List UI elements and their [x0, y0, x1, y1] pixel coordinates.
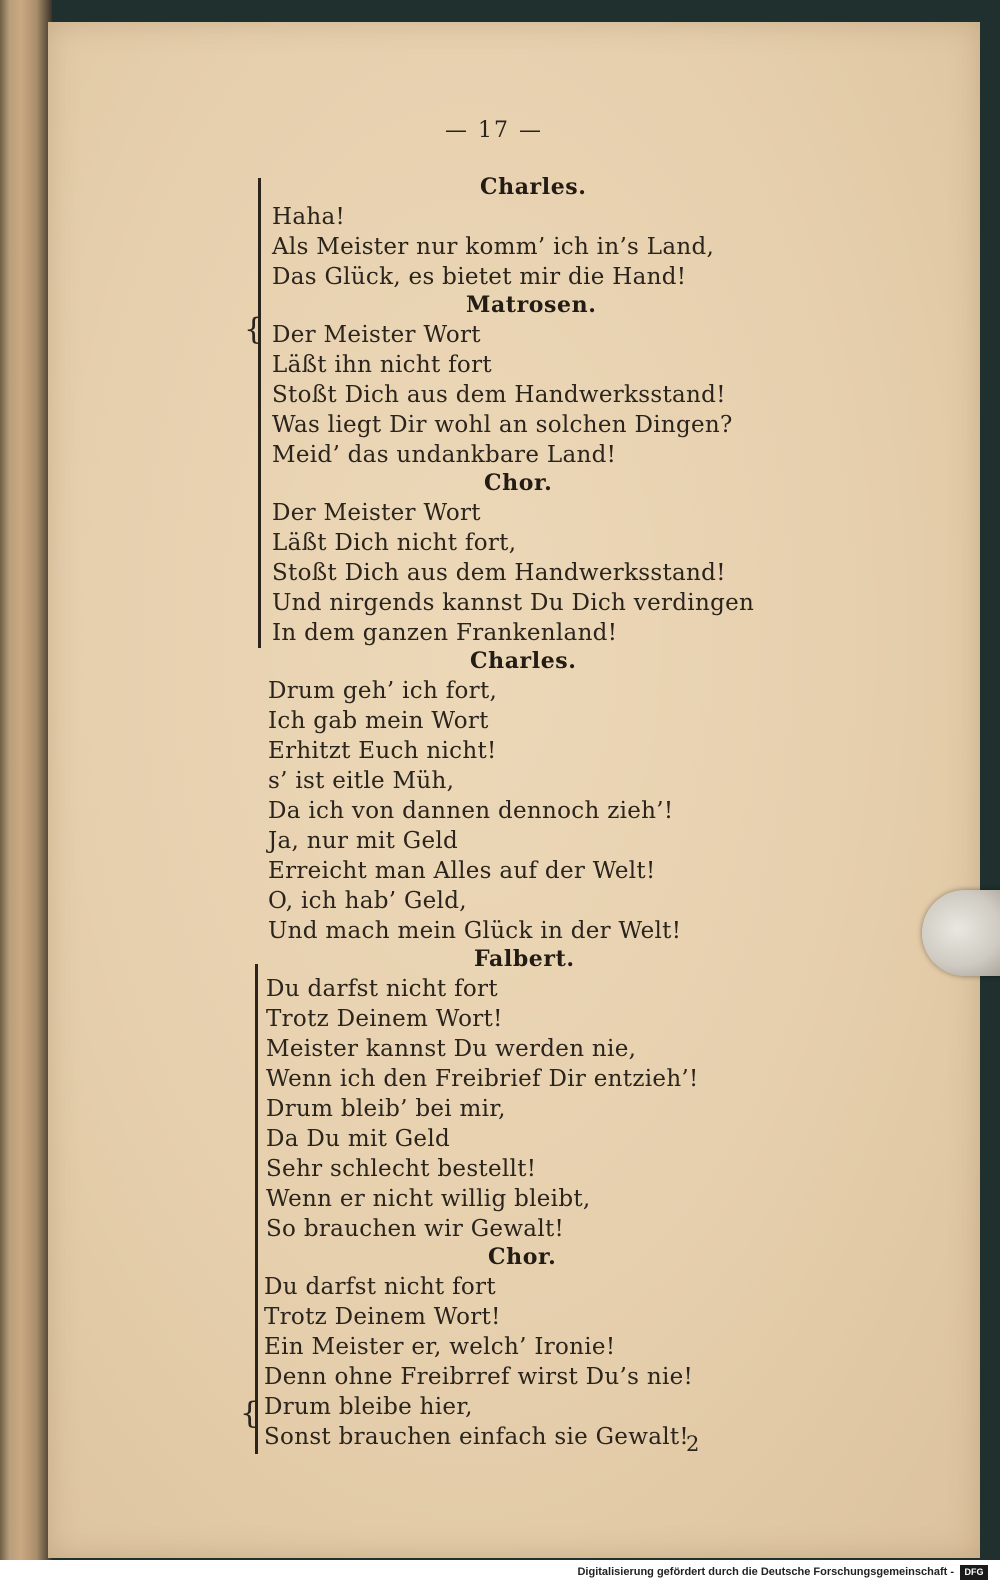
verse-line: In dem ganzen Frankenland! [272, 620, 618, 646]
verse-line: O, ich hab’ Geld, [268, 888, 467, 914]
verse-line: So brauchen wir Gewalt! [266, 1216, 565, 1242]
book-binding [0, 0, 52, 1560]
verse-line: Läßt Dich nicht fort, [272, 530, 517, 556]
page-number: — 17 — [445, 118, 543, 143]
verse-line: Drum bleibe hier, [264, 1394, 473, 1420]
verse-line: Wenn ich den Freibrief Dir entzieh’! [266, 1066, 699, 1092]
verse-line: Und mach mein Glück in der Welt! [268, 918, 682, 944]
verse-line: Meid’ das undankbare Land! [272, 442, 617, 468]
bracket-line-bottom [255, 964, 258, 1454]
verse-line: Du darfst nicht fort [264, 1274, 496, 1300]
verse-line: Ich gab mein Wort [268, 708, 489, 734]
verse-line: Sonst brauchen einfach sie Gewalt! [264, 1424, 689, 1450]
dfg-logo: DFG [960, 1565, 988, 1580]
verse-line: Drum bleib’ bei mir, [266, 1096, 506, 1122]
verse-line: Stoßt Dich aus dem Handwerksstand! [272, 560, 726, 586]
bracket-tip-top: { [244, 312, 264, 347]
speaker-name: Chor. [488, 1244, 557, 1270]
verse-line: Meister kannst Du werden nie, [266, 1036, 637, 1062]
bracket-tip-bottom: { [240, 1396, 260, 1431]
verse-line: Wenn er nicht willig bleibt, [266, 1186, 591, 1212]
verse-line: Trotz Deinem Wort! [264, 1304, 501, 1330]
digitization-footer [0, 1560, 1000, 1588]
verse-line: Ja, nur mit Geld [268, 828, 459, 854]
verse-line: Denn ohne Freibrref wirst Du’s nie! [264, 1364, 694, 1390]
verse-line: Stoßt Dich aus dem Handwerksstand! [272, 382, 726, 408]
verse-line: Und nirgends kannst Du Dich verdingen [272, 590, 755, 616]
verse-line: Ein Meister er, welch’ Ironie! [264, 1334, 616, 1360]
verse-line: s’ ist eitle Müh, [268, 768, 455, 794]
verse-line: Da ich von dannen dennoch zieh’! [268, 798, 674, 824]
verse-line: Der Meister Wort [272, 322, 481, 348]
speaker-name: Falbert. [474, 946, 575, 972]
verse-line: Das Glück, es bietet mir die Hand! [272, 264, 687, 290]
speaker-name: Charles. [480, 174, 587, 200]
verse-line: Erreicht man Alles auf der Welt! [268, 858, 656, 884]
verse-line: Da Du mit Geld [266, 1126, 451, 1152]
verse-line: Trotz Deinem Wort! [266, 1006, 503, 1032]
verse-line: Erhitzt Euch nicht! [268, 738, 497, 764]
speaker-name: Chor. [484, 470, 553, 496]
verse-line: Du darfst nicht fort [266, 976, 498, 1002]
verse-line: Läßt ihn nicht fort [272, 352, 492, 378]
verse-line: Sehr schlecht bestellt! [266, 1156, 537, 1182]
verse-line: Als Meister nur komm’ ich in’s Land, [272, 234, 715, 260]
bracket-line-top [258, 178, 261, 648]
verse-line: Der Meister Wort [272, 500, 481, 526]
verse-line: Was liegt Dir wohl an solchen Dingen? [272, 412, 733, 438]
page-clip [922, 890, 1000, 976]
verse-line: Drum geh’ ich fort, [268, 678, 498, 704]
speaker-name: Matrosen. [466, 292, 597, 318]
footer-credit: Digitalisierung gefördert durch die Deutsche Forschungsgemeinschaft - [577, 1566, 954, 1578]
book-page [48, 22, 980, 1558]
verse-line: Haha! [272, 204, 346, 230]
speaker-name: Charles. [470, 648, 577, 674]
signature-mark: 2 [686, 1432, 700, 1456]
